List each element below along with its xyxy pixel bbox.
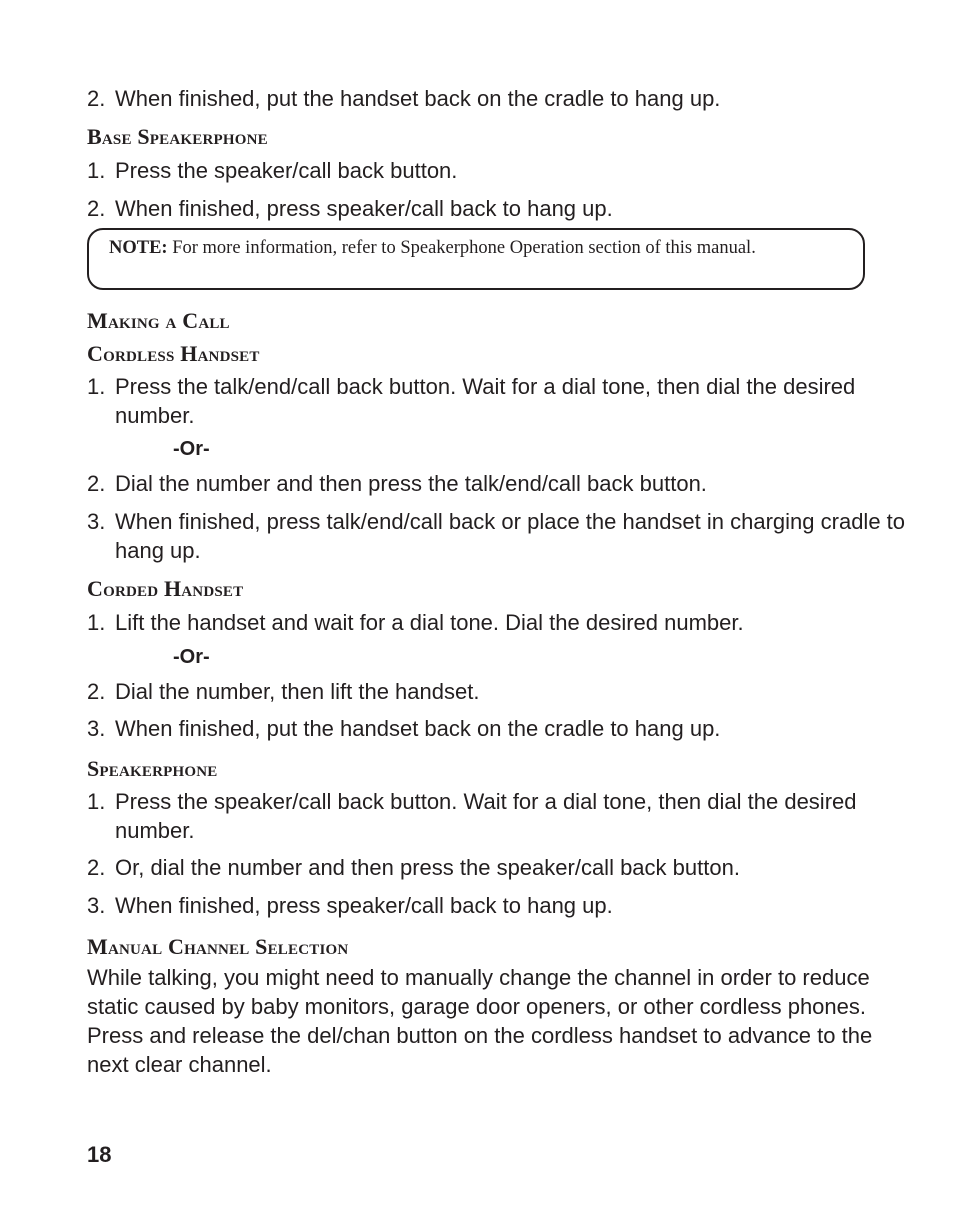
item-number: 1. [87,789,106,814]
manual-channel-paragraph: While talking, you might need to manually change the channel in order to reduce static caused by baby monitors, garage door openers, or other cordless phones. Press and release the del/chan button on the cordless handset to advance to the next clear channel. [87,965,873,1077]
or-label: -Or- [173,438,210,460]
item-text: Press the speaker/call back button. Wait for a dial tone, then dial the desired number. [115,789,857,843]
item-text: Dial the number and then press the talk/end/call back button. [115,471,707,496]
item-text: When finished, put the handset back on the cradle to hang up. [115,86,721,111]
list-item [87,608,905,637]
section-heading-manual-channel-selection: Manual Channel Selection [87,934,349,959]
page-number: 18 [87,1142,112,1167]
list-item [87,156,905,185]
item-text: Press the talk/end/call back button. Wait for a dial tone, then dial the desired number. [115,374,856,428]
note-text: For more information, refer to Speakerphone Operation section of this manual. [167,238,756,258]
list-item [87,787,905,845]
item-number: 3. [87,509,106,534]
note-label: NOTE: [109,238,168,258]
list-item [87,891,905,920]
section-heading-speakerphone: Speakerphone [87,756,218,781]
item-text: Lift the handset and wait for a dial tone. Dial the desired number. [115,610,744,635]
item-text: Dial the number, then lift the handset. [115,679,480,704]
item-number: 3. [87,716,106,741]
item-number: 3. [87,893,106,918]
section-heading-making-a-call: Making a Call [87,308,230,333]
item-number: 2. [87,679,106,704]
list-item [87,469,905,498]
list-item [87,194,905,223]
list-item [87,372,905,430]
section-heading-cordless-handset: Cordless Handset [87,341,260,366]
list-item [87,677,905,706]
item-text: When finished, put the handset back on the cradle to hang up. [115,716,721,741]
item-text: When finished, press speaker/call back to hang up. [115,196,613,221]
note-box [87,228,865,290]
item-number: 1. [87,374,106,399]
item-number: 1. [87,610,106,635]
section-heading-base-speakerphone: Base Speakerphone [87,124,268,149]
section-heading-corded-handset: Corded Handset [87,576,244,601]
item-text: When finished, press talk/end/call back or place the handset in charging cradle to hang up. [115,509,906,563]
item-number: 2. [87,471,106,496]
item-text: Or, dial the number and then press the speaker/call back button. [115,855,740,880]
item-number: 2. [87,196,106,221]
item-text: When finished, press speaker/call back to hang up. [115,893,613,918]
item-number: 2. [87,86,106,111]
item-number: 1. [87,158,106,183]
list-item [87,714,905,743]
list-item [87,507,905,565]
list-item [87,853,905,882]
list-item [87,84,905,113]
item-number: 2. [87,855,106,880]
or-label: -Or- [173,646,210,668]
item-text: Press the speaker/call back button. [115,158,458,183]
